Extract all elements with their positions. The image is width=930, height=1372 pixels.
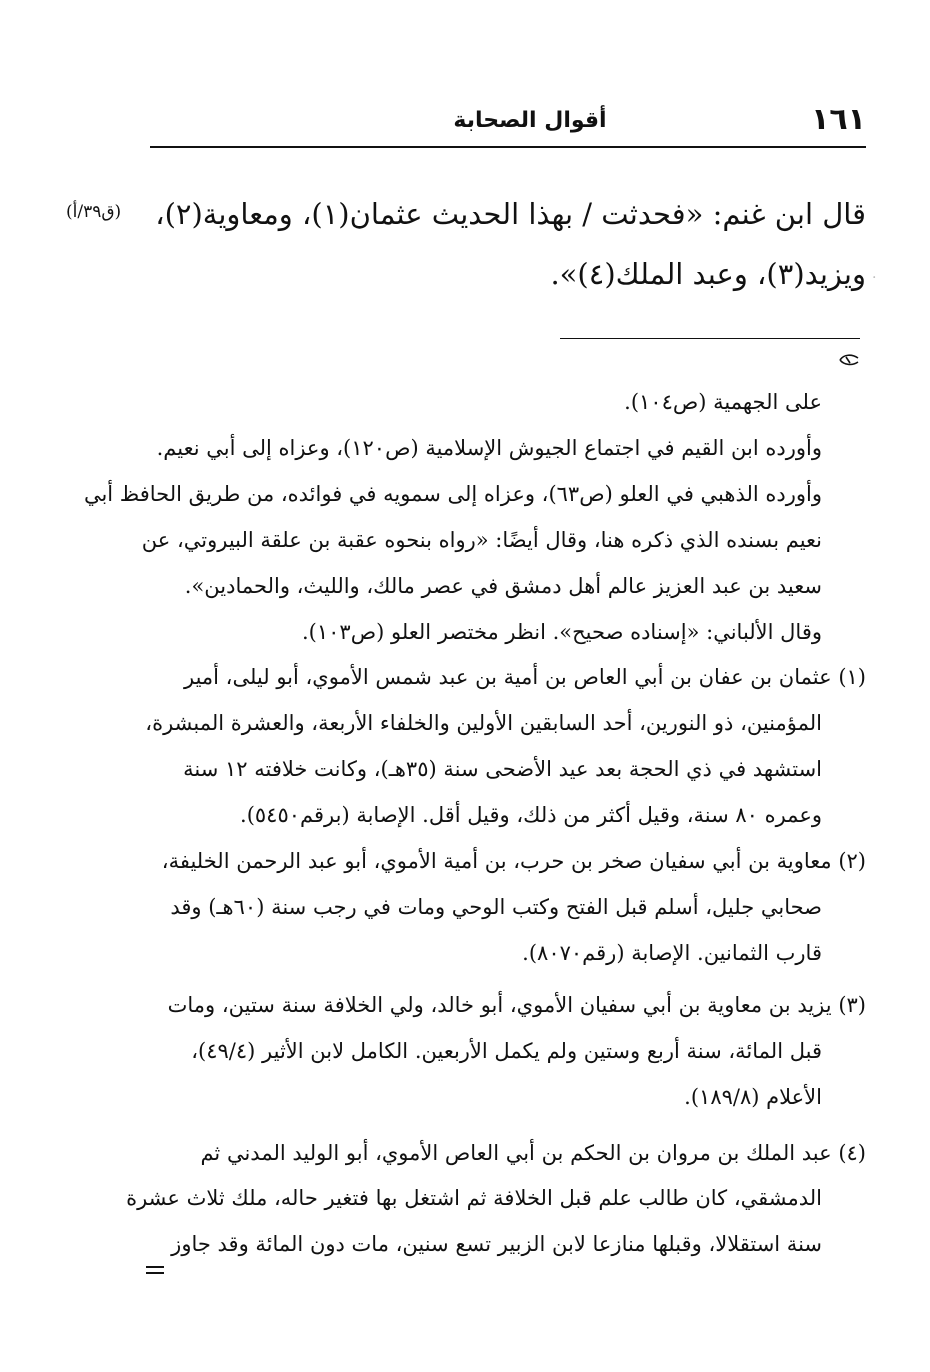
spacer xyxy=(150,1121,866,1131)
header-rule xyxy=(150,146,866,148)
footnote-continuation-line: وقال الألباني: «إسناده صحيح». انظر مختصر العلو (ص١٠٣). xyxy=(302,619,822,644)
main-text xyxy=(150,184,866,304)
footnote-text: معاوية بن أبي سفيان صخر بن حرب، بن أمية الأموي، أبو عبد الرحمن الخليفة، xyxy=(161,849,832,874)
footnote-4-line: الدمشقي، كان طالب علم قبل الخلافة ثم اشتغل بها فتغير حاله، ملك ثلاث عشرة xyxy=(126,1186,822,1211)
footnote-separator xyxy=(560,338,860,339)
footnote-number: (٢) xyxy=(838,849,866,874)
footnote-3-line xyxy=(150,983,866,1029)
footnote-2-line: صحابي جليل، أسلم قبل الفتح وكتب الوحي ومات في رجب سنة (٦٠هـ) وقد xyxy=(170,894,822,919)
footnote-4-line: سنة استقلالا، وقبلها منازعا لابن الزبير تسع سنين، مات دون المائة وقد جاوز xyxy=(171,1232,822,1257)
footnote-continuation-line: وأورده ابن القيم في اجتماع الجيوش الإسلامية (ص١٢٠)، وعزاه إلى أبي نعيم. xyxy=(156,435,822,460)
footnote-2-line: قارب الثمانين. الإصابة (رقم٨٠٧٠). xyxy=(522,940,822,965)
footnote-text: عبد الملك بن مروان بن الحكم بن أبي العاص الأموي، أبو الوليد المدني ثم xyxy=(200,1140,832,1165)
footnote-number: (١) xyxy=(838,665,866,690)
footnote-number: (٣) xyxy=(838,992,866,1017)
manuscript-folio-note: (ق٣٩/أ) xyxy=(66,202,122,222)
footnote-continuation-line: نعيم بسنده الذي ذكره هنا، وقال أيضًا: «رواه بنحوه عقبة بن علقة البيروتي، عن xyxy=(141,527,822,552)
page-number: ١٦١ xyxy=(811,102,866,137)
footnote-continues-marker xyxy=(146,1266,164,1276)
footnotes xyxy=(83,380,866,1268)
footnote-continuation-line: سعيد بن عبد العزيز عالم أهل دمشق في عصر مالك، والليث، والحمادين». xyxy=(184,573,822,598)
footnote-number: (٤) xyxy=(838,1140,866,1165)
footnote-continuation-line: على الجهمية (ص١٠٤). xyxy=(624,390,822,414)
footnote-2-line xyxy=(150,839,866,885)
footnote-3-line: الأعلام (١٨٩/٨). xyxy=(684,1084,822,1109)
footnote-1-line xyxy=(150,655,866,701)
running-title: أقوال الصحابة xyxy=(453,108,607,133)
faint-margin-mark: . xyxy=(872,266,877,282)
footnote-1-line: المؤمنين، ذو النورين، أحد السابقين الأولين والخلفاء الأربعة، والعشرة المبشرة، xyxy=(145,711,822,736)
footnote-4-line xyxy=(150,1131,866,1177)
footnote-1-line: وعمره ٨٠ سنة، وقيل أكثر من ذلك، وقيل أقل. الإصابة (برقم٥٤٥٠). xyxy=(240,803,822,828)
footnote-1-line: استشهد في ذي الحجة بعد عيد الأضحى سنة (٣٥هـ)، وكانت خلافته ١٢ سنة xyxy=(183,757,822,782)
footnote-text: عثمان بن عفان بن أبي العاص بن أمية بن عبد شمس الأموي، أبو ليلى، أمير xyxy=(184,665,832,690)
continuation-icon xyxy=(838,352,860,368)
main-text-line: ويزيد(٣)، وعبد الملك(٤)». xyxy=(550,257,866,291)
footnote-text: يزيد بن معاوية بن أبي سفيان الأموي، أبو خالد، ولي الخلافة سنة ستين، ومات xyxy=(167,992,832,1017)
footnote-3-line: قبل المائة، سنة أربع وستين ولم يكمل الأربعين. الكامل لابن الأثير (٤٩/٤)، xyxy=(191,1038,822,1063)
page-header xyxy=(150,98,866,144)
footnote-continuation-line: وأورده الذهبي في العلو (ص٦٣)، وعزاه إلى سمويه في فوائده، من طريق الحافظ أبي xyxy=(83,481,822,506)
main-text-line: قال ابن غنم: «فحدثت / بهذا الحديث عثمان(١)، ومعاوية(٢)، xyxy=(155,197,866,231)
